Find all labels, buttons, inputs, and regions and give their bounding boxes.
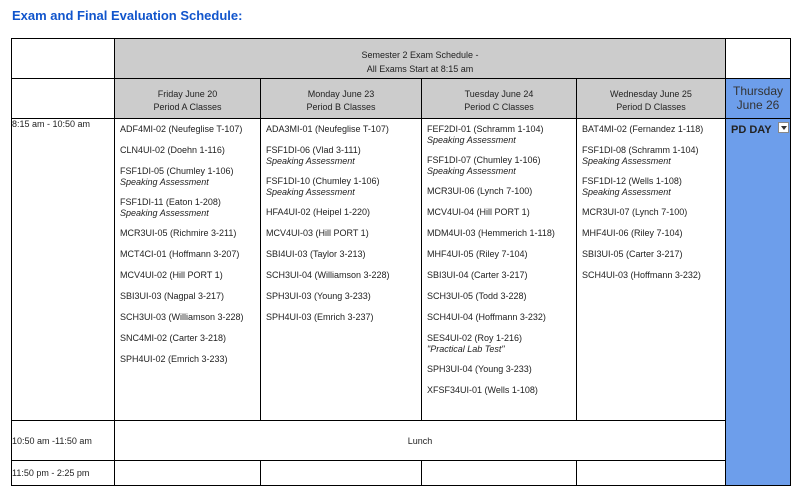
exam-code: HFA4UI-02 (Heipel 1-220) bbox=[266, 207, 371, 217]
exam-entry bbox=[427, 123, 576, 145]
exam-code: SNC4MI-02 (Carter 3-218) bbox=[120, 333, 227, 343]
exam-cell-friday[interactable] bbox=[115, 119, 261, 421]
exam-code: MCR3UI-06 (Lynch 7-100) bbox=[427, 186, 533, 196]
exam-cell-tuesday[interactable] bbox=[422, 119, 577, 421]
exam-note: Speaking Assessment bbox=[120, 208, 209, 218]
exam-entry bbox=[427, 290, 576, 302]
exam-entry bbox=[266, 269, 421, 281]
exam-code: SCH4UI-04 (Hoffmann 3-232) bbox=[427, 312, 546, 322]
exam-entry bbox=[120, 123, 260, 135]
exam-entry bbox=[266, 248, 421, 260]
afternoon-cell-friday[interactable] bbox=[115, 461, 261, 486]
exam-code: SES4UI-02 (Roy 1-216) bbox=[427, 333, 523, 343]
day-header-tuesday[interactable] bbox=[422, 79, 577, 119]
thursday-line2: June 26 bbox=[736, 98, 780, 112]
exam-entry bbox=[120, 144, 260, 156]
lunch-cell[interactable]: Lunch bbox=[115, 421, 726, 461]
afternoon-cell-tuesday[interactable] bbox=[422, 461, 577, 486]
exam-entry bbox=[427, 269, 576, 281]
exam-code: MCR3UI-07 (Lynch 7-100) bbox=[582, 207, 688, 217]
exam-code: ADA3MI-01 (Neufeglise T-107) bbox=[266, 124, 389, 134]
exam-entry bbox=[120, 332, 260, 344]
exam-entry bbox=[582, 144, 725, 166]
time-slot-lunch: 10:50 am -11:50 am bbox=[12, 421, 115, 461]
exam-entry bbox=[582, 227, 725, 239]
exam-entry bbox=[266, 144, 421, 166]
exam-code: ADF4MI-02 (Neufeglise T-107) bbox=[120, 124, 243, 134]
exam-note: "Practical Lab Test" bbox=[427, 344, 505, 354]
exam-code: SPH4UI-02 (Emrich 3-233) bbox=[120, 354, 228, 364]
exam-entry bbox=[427, 384, 576, 396]
exam-code: BAT4MI-02 (Fernandez 1-118) bbox=[582, 124, 704, 134]
exam-entry bbox=[427, 248, 576, 260]
day-date: Tuesday June 24 bbox=[464, 89, 534, 99]
exam-entry bbox=[427, 227, 576, 239]
exam-code: MCV4UI-02 (Hill PORT 1) bbox=[120, 270, 223, 280]
exam-entry bbox=[120, 353, 260, 365]
exam-note: Speaking Assessment bbox=[427, 166, 516, 176]
day-date: Friday June 20 bbox=[157, 89, 218, 99]
exam-code: SBI3UI-05 (Carter 3-217) bbox=[582, 249, 683, 259]
exam-code: MHF4UI-06 (Riley 7-104) bbox=[582, 228, 683, 238]
exam-code: MCV4UI-04 (Hill PORT 1) bbox=[427, 207, 530, 217]
exam-entry bbox=[427, 363, 576, 375]
day-header-friday[interactable] bbox=[115, 79, 261, 119]
time-slot-morning: 8:15 am - 10:50 am bbox=[12, 119, 115, 421]
semester-header[interactable] bbox=[115, 39, 726, 79]
exam-entry bbox=[266, 175, 421, 197]
corner-cell bbox=[12, 39, 115, 79]
semester-header-line2: All Exams Start at 8:15 am bbox=[366, 63, 474, 74]
exam-entry bbox=[582, 123, 725, 135]
day-period: Period A Classes bbox=[153, 102, 222, 112]
exam-cell-wednesday[interactable] bbox=[577, 119, 726, 421]
exam-note: Speaking Assessment bbox=[120, 177, 209, 187]
exam-code: SCH3UI-04 (Williamson 3-228) bbox=[266, 270, 390, 280]
exam-entry bbox=[266, 206, 421, 218]
exam-code: FSF1DI-05 (Chumley 1-106) bbox=[120, 166, 234, 176]
exam-code: SPH4UI-03 (Emrich 3-237) bbox=[266, 312, 374, 322]
exam-code: FSF1DI-07 (Chumley 1-106) bbox=[427, 155, 541, 165]
exam-code: MHF4UI-05 (Riley 7-104) bbox=[427, 249, 528, 259]
afternoon-cell-monday[interactable] bbox=[261, 461, 422, 486]
exam-code: SCH3UI-05 (Todd 3-228) bbox=[427, 291, 527, 301]
thursday-line1: Thursday bbox=[732, 84, 784, 98]
exam-code: FSF1DI-12 (Wells 1-108) bbox=[582, 176, 682, 186]
exam-code: FSF1DI-08 (Schramm 1-104) bbox=[582, 145, 699, 155]
day-header-thursday[interactable] bbox=[726, 79, 791, 119]
day-date: Monday June 23 bbox=[307, 89, 375, 99]
exam-entry bbox=[427, 154, 576, 176]
empty-header-cell bbox=[726, 39, 791, 79]
time-slot-afternoon: 11:50 pm - 2:25 pm bbox=[12, 461, 115, 486]
pd-day-label: PD DAY bbox=[731, 124, 772, 136]
exam-code: FSF1DI-11 (Eaton 1-208) bbox=[120, 197, 221, 207]
exam-note: Speaking Assessment bbox=[582, 156, 671, 166]
day-period: Period D Classes bbox=[616, 102, 686, 112]
dropdown-arrow-icon[interactable] bbox=[778, 122, 789, 133]
day-date: Wednesday June 25 bbox=[610, 89, 692, 99]
exam-note: Speaking Assessment bbox=[266, 187, 355, 197]
exam-note: Speaking Assessment bbox=[582, 187, 671, 197]
exam-entry bbox=[120, 290, 260, 302]
exam-code: SPH3UI-04 (Young 3-233) bbox=[427, 364, 532, 374]
empty-time-header bbox=[12, 79, 115, 119]
exam-entry bbox=[120, 248, 260, 260]
exam-code: MCT4CI-01 (Hoffmann 3-207) bbox=[120, 249, 240, 259]
exam-code: CLN4UI-02 (Doehn 1-116) bbox=[120, 145, 225, 155]
exam-code: SCH4UI-03 (Hoffmann 3-232) bbox=[582, 270, 701, 280]
exam-code: MDM4UI-03 (Hemmerich 1-118) bbox=[427, 228, 555, 238]
exam-code: FSF1DI-06 (Vlad 3-111) bbox=[266, 145, 361, 155]
page-title: Exam and Final Evaluation Schedule: bbox=[12, 8, 243, 23]
exam-entry bbox=[582, 248, 725, 260]
exam-entry bbox=[582, 269, 725, 281]
exam-code: SBI3UI-03 (Nagpal 3-217) bbox=[120, 291, 225, 301]
exam-entry bbox=[427, 206, 576, 218]
semester-header-line1: Semester 2 Exam Schedule - bbox=[361, 49, 479, 60]
exam-code: SPH3UI-03 (Young 3-233) bbox=[266, 291, 371, 301]
day-header-monday[interactable] bbox=[261, 79, 422, 119]
exam-entry bbox=[266, 123, 421, 135]
exam-cell-monday[interactable] bbox=[261, 119, 422, 421]
exam-entry bbox=[427, 311, 576, 323]
exam-entry bbox=[120, 227, 260, 239]
exam-entry bbox=[120, 269, 260, 281]
exam-code: MCR3UI-05 (Richmire 3-211) bbox=[120, 228, 237, 238]
exam-entry bbox=[266, 311, 421, 323]
exam-code: SCH3UI-03 (Williamson 3-228) bbox=[120, 312, 244, 322]
exam-code: SBI3UI-04 (Carter 3-217) bbox=[427, 270, 528, 280]
exam-code: XFSF34UI-01 (Wells 1-108) bbox=[427, 385, 538, 395]
exam-entry bbox=[120, 196, 260, 218]
exam-code: FSF1DI-10 (Chumley 1-106) bbox=[266, 176, 380, 186]
exam-entry bbox=[266, 227, 421, 239]
exam-schedule-table bbox=[11, 38, 791, 486]
exam-entry bbox=[427, 185, 576, 197]
exam-entry bbox=[266, 290, 421, 302]
exam-code: MCV4UI-03 (Hill PORT 1) bbox=[266, 228, 369, 238]
exam-entry bbox=[582, 175, 725, 197]
exam-note: Speaking Assessment bbox=[266, 156, 355, 166]
exam-entry bbox=[120, 311, 260, 323]
exam-entry bbox=[120, 165, 260, 187]
exam-code: SBI4UI-03 (Taylor 3-213) bbox=[266, 249, 366, 259]
afternoon-cell-wednesday[interactable] bbox=[577, 461, 726, 486]
exam-code: FEF2DI-01 (Schramm 1-104) bbox=[427, 124, 544, 134]
pd-day-cell[interactable] bbox=[726, 119, 791, 486]
exam-entry bbox=[427, 332, 576, 354]
day-period: Period B Classes bbox=[306, 102, 376, 112]
day-period: Period C Classes bbox=[464, 102, 534, 112]
exam-note: Speaking Assessment bbox=[427, 135, 516, 145]
day-header-wednesday[interactable] bbox=[577, 79, 726, 119]
exam-entry bbox=[582, 206, 725, 218]
